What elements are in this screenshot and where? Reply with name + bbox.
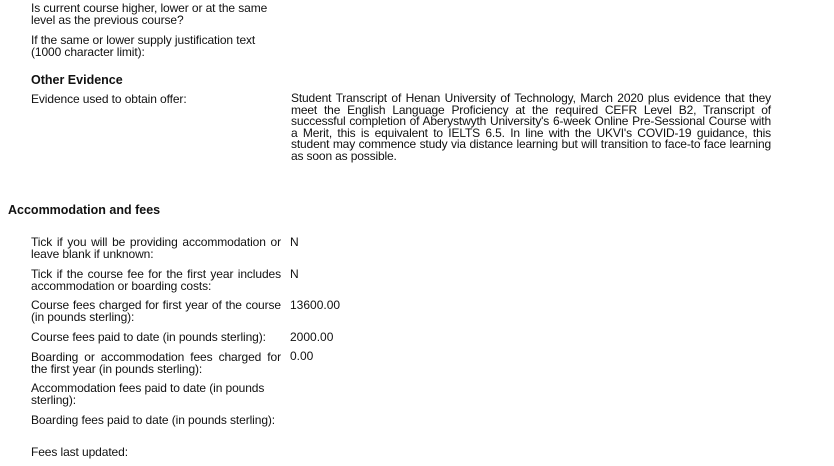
accommodation-fees-paid-label: Accommodation fees paid to date (in pounds sterling):	[31, 381, 265, 407]
fee-includes-accommodation-label: Tick if the course fee for the first year includes accommodation or boarding costs:	[31, 267, 281, 293]
boarding-fees-charged-label: Boarding or accommodation fees charged for the first year (in pounds sterling):	[31, 350, 281, 376]
course-fees-paid-value: 2000.00	[290, 330, 334, 344]
course-fees-charged-label: Course fees charged for first year of the course (in pounds sterling):	[31, 298, 281, 324]
course-fees-paid-label: Course fees paid to date (in pounds sterling):	[31, 330, 266, 344]
fees-last-updated-label: Fees last updated:	[31, 445, 128, 459]
course-fees-charged-value: 13600.00	[290, 298, 341, 312]
justification-text-label: If the same or lower supply justification text (1000 character limit):	[31, 33, 256, 59]
provide-accommodation-label: Tick if you will be providing accommodation or leave blank if unknown:	[31, 235, 281, 261]
accommodation-fees-heading: Accommodation and fees	[8, 203, 161, 217]
provide-accommodation-value: N	[290, 235, 299, 249]
course-level-comparison-label: Is current course higher, lower or at the same level as the previous course?	[31, 1, 268, 27]
fee-includes-accommodation-value: N	[290, 267, 299, 281]
other-evidence-heading: Other Evidence	[31, 73, 123, 87]
evidence-label: Evidence used to obtain offer:	[31, 92, 187, 106]
boarding-fees-paid-label: Boarding fees paid to date (in pounds sterling):	[31, 413, 276, 427]
evidence-text: Student Transcript of Henan University of Technology, March 2020 plus evidence that they meet the English Language Proficiency at the required CEFR Level B2, Transcript of successful completion of Aberystwyth University's 6-week Online Pre-Sessional Course with a Merit, this is equivalent to IELTS 6.5. In line with the UKVI's COVID-19 guidance, this student may commence study via distance learning but will transition to face-to face learning as soon as possible.	[291, 91, 771, 163]
boarding-fees-charged-value: 0.00	[290, 349, 314, 363]
